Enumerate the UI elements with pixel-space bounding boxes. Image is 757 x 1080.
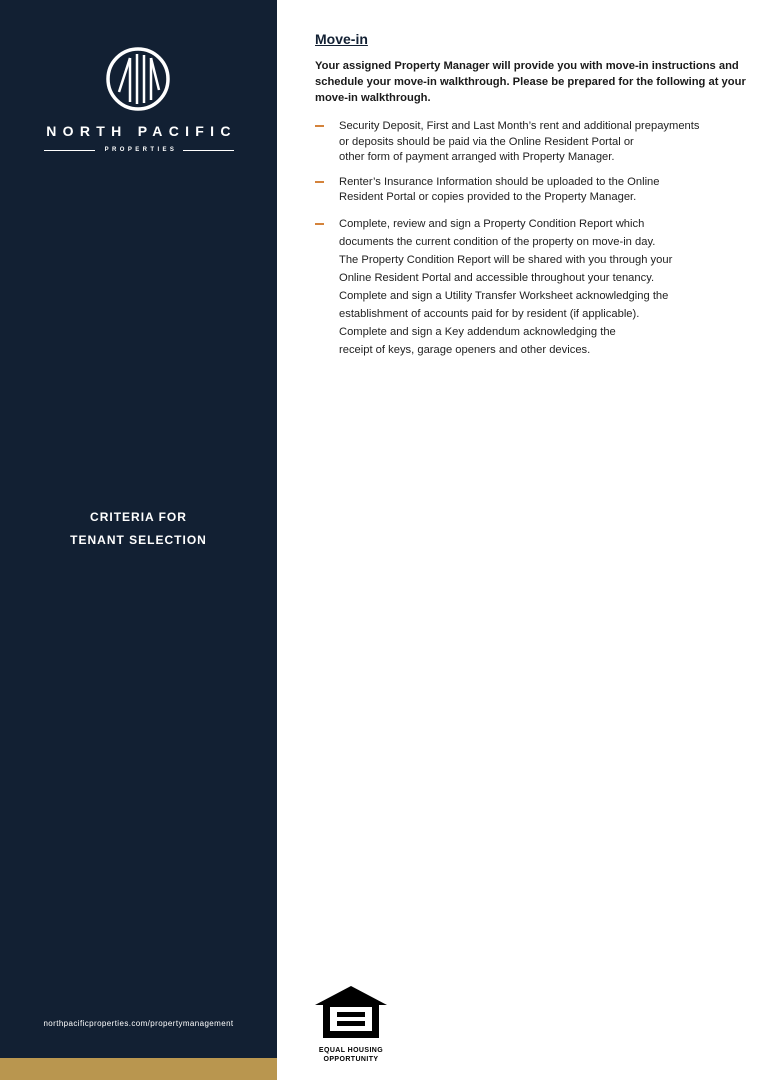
document-heading-line2: TENANT SELECTION bbox=[70, 532, 207, 547]
bullet-line: Online Resident Portal and accessible throughout your tenancy. bbox=[339, 271, 655, 284]
bullet-line: Complete and sign a Utility Transfer Worksheet acknowledging the bbox=[339, 289, 669, 302]
bullet-line: The Property Condition Report will be shared with you through your bbox=[339, 253, 673, 266]
dash-bullet-icon bbox=[315, 223, 324, 225]
brand-subtitle: PROPERTIES bbox=[104, 147, 178, 153]
brand-rule-left bbox=[44, 150, 95, 151]
document-heading bbox=[0, 506, 277, 551]
bullet-line: other form of payment arranged with Property Manager. bbox=[339, 151, 615, 164]
equal-housing-logo bbox=[315, 985, 387, 1064]
main-content bbox=[315, 31, 757, 364]
dash-bullet-icon bbox=[315, 181, 324, 183]
intro-paragraph: Your assigned Property Manager will provide you with move-in instructions and schedule your move-in walkthrough. Please be prepared for the following at your move-in walkthrough. bbox=[315, 60, 746, 104]
document-heading-line1: CRITERIA FOR bbox=[90, 510, 187, 524]
bullet-line: or deposits should be paid via the Online Resident Portal or bbox=[339, 135, 634, 148]
bullet-line: documents the current condition of the property on move-in day. bbox=[339, 235, 656, 248]
equal-housing-line1: EQUAL HOUSING bbox=[318, 1047, 384, 1054]
brand-name: NORTH PACIFIC bbox=[46, 123, 237, 139]
brand-rule-right bbox=[183, 150, 234, 151]
dash-bullet-icon bbox=[315, 125, 324, 127]
bullet-list bbox=[315, 119, 757, 359]
bullet-line: receipt of keys, garage openers and other devices. bbox=[339, 343, 591, 356]
bullet-item bbox=[315, 119, 757, 166]
equal-housing-text bbox=[315, 1047, 387, 1064]
sidebar bbox=[0, 0, 277, 1080]
north-pacific-logo-icon bbox=[105, 46, 171, 112]
bullet-line: establishment of accounts paid for by resident (if applicable). bbox=[339, 307, 640, 320]
equal-housing-line2: OPPORTUNITY bbox=[323, 1055, 379, 1063]
bullet-item bbox=[315, 215, 757, 359]
footer-url[interactable]: northpacificproperties.com/propertymanagement bbox=[43, 1019, 234, 1028]
gold-accent-bar bbox=[0, 1058, 277, 1080]
bullet-line: Complete and sign a Key addendum acknowledging the bbox=[339, 325, 616, 338]
brand-subtitle-row bbox=[44, 144, 234, 156]
bullet-line: Resident Portal or copies provided to the Property Manager. bbox=[339, 191, 637, 204]
equal-housing-house-icon bbox=[315, 985, 387, 1039]
bullet-line: Security Deposit, First and Last Month’s rent and additional prepayments bbox=[339, 120, 700, 133]
bullet-line: Renter’s Insurance Information should be uploaded to the Online bbox=[339, 175, 660, 188]
bullet-line: Complete, review and sign a Property Condition Report which bbox=[339, 217, 645, 230]
bullet-item bbox=[315, 175, 757, 206]
section-title: Move-in bbox=[315, 31, 368, 47]
